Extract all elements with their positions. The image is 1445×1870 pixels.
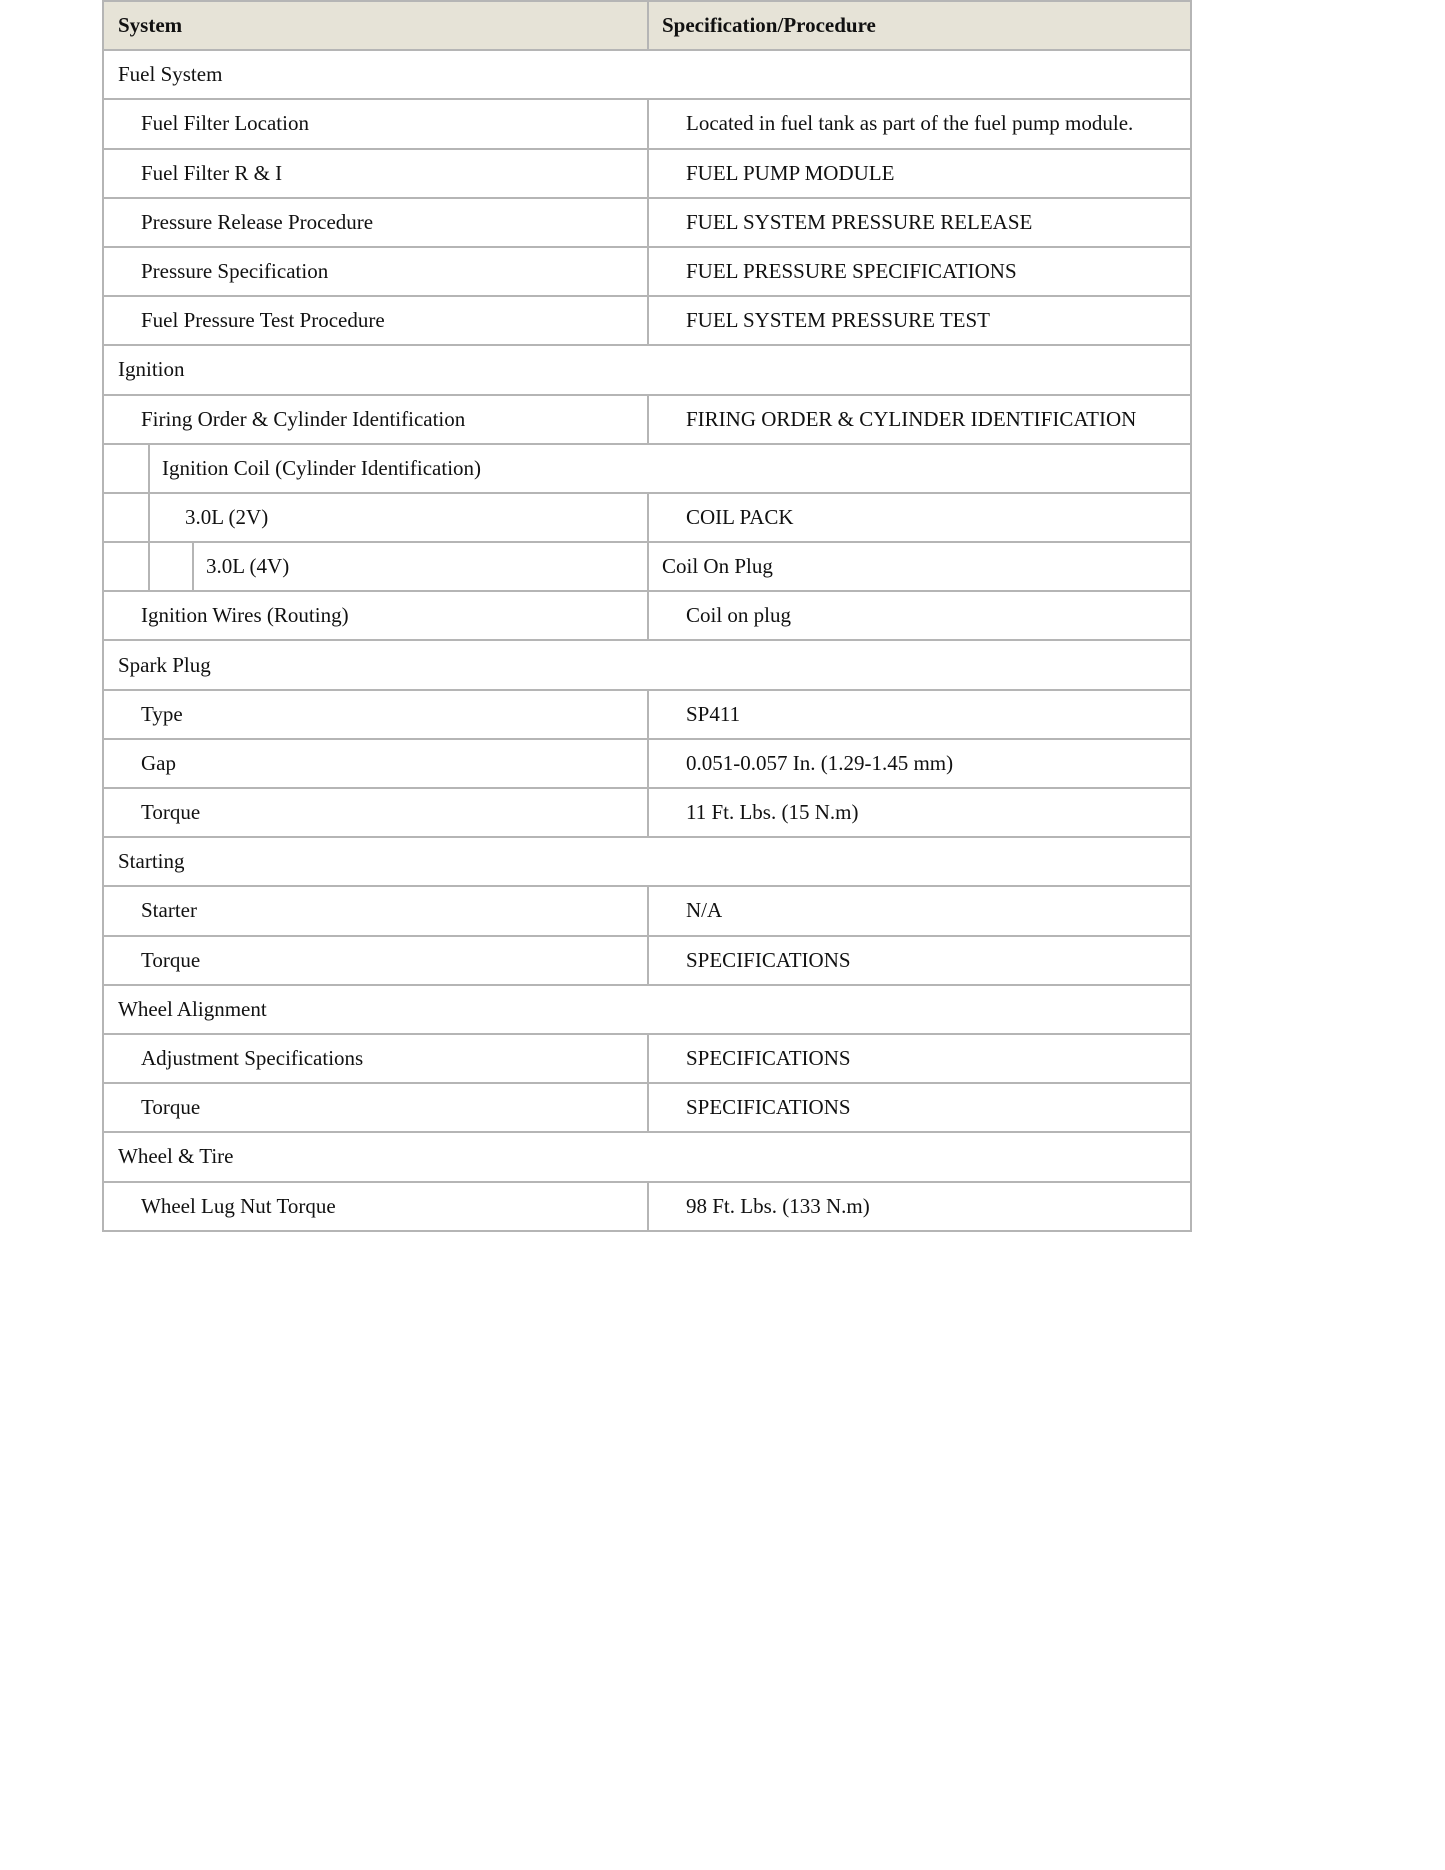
header-system: System	[118, 13, 183, 38]
row-value: Coil On Plug	[647, 543, 1190, 590]
section-row-starting	[104, 838, 1190, 887]
table-row	[104, 691, 1190, 740]
table-header-row	[104, 2, 1190, 51]
row-label: 3.0L (4V)	[206, 554, 290, 579]
section-title: Fuel System	[118, 62, 223, 87]
table-row	[104, 1035, 1190, 1084]
table-row	[104, 297, 1190, 346]
table-row	[104, 592, 1190, 641]
table-row	[104, 1183, 1190, 1232]
row-value: N/A	[647, 887, 1190, 934]
section-row-spark-plug	[104, 641, 1190, 690]
row-label: Gap	[141, 750, 176, 775]
section-row-ignition	[104, 346, 1190, 395]
row-value: COIL PACK	[647, 494, 1190, 541]
row-label: Wheel Lug Nut Torque	[141, 1193, 336, 1218]
table-row	[104, 543, 1190, 592]
section-title: Wheel Alignment	[118, 996, 267, 1021]
row-label: Adjustment Specifications	[141, 1046, 364, 1071]
row-value: 98 Ft. Lbs. (133 N.m)	[647, 1183, 1190, 1230]
row-value: Located in fuel tank as part of the fuel pump module.	[647, 100, 1190, 147]
header-spec: Specification/Procedure	[647, 2, 1190, 49]
row-label: Ignition Wires (Routing)	[141, 603, 349, 628]
row-value: 0.051-0.057 In. (1.29-1.45 mm)	[647, 740, 1190, 787]
section-title: Ignition	[118, 357, 185, 382]
table-row	[104, 740, 1190, 789]
table-row	[104, 1084, 1190, 1133]
row-value: SPECIFICATIONS	[647, 937, 1190, 984]
subsection-row-ignition-coil	[104, 445, 1190, 494]
table-row	[104, 789, 1190, 838]
table-row	[104, 494, 1190, 543]
row-value: 11 Ft. Lbs. (15 N.m)	[647, 789, 1190, 836]
row-label: Fuel Pressure Test Procedure	[141, 308, 385, 333]
row-label: Fuel Filter Location	[141, 111, 309, 136]
row-label: Torque	[141, 947, 201, 972]
section-row-wheel-alignment	[104, 986, 1190, 1035]
row-value: SPECIFICATIONS	[647, 1035, 1190, 1082]
row-label: 3.0L (2V)	[185, 504, 269, 529]
table-row	[104, 887, 1190, 936]
row-label: Torque	[141, 1095, 201, 1120]
section-title: Starting	[118, 849, 185, 874]
row-value: SP411	[647, 691, 1190, 738]
row-label: Pressure Release Procedure	[141, 209, 374, 234]
row-value: FIRING ORDER & CYLINDER IDENTIFICATION	[647, 396, 1190, 443]
table-row	[104, 937, 1190, 986]
row-label: Firing Order & Cylinder Identification	[141, 406, 466, 431]
row-value: FUEL SYSTEM PRESSURE RELEASE	[647, 199, 1190, 246]
row-value: FUEL PRESSURE SPECIFICATIONS	[647, 248, 1190, 295]
section-row-wheel-tire	[104, 1133, 1190, 1182]
subsection-title: Ignition Coil (Cylinder Identification)	[162, 455, 482, 480]
spec-table	[102, 0, 1192, 1232]
section-row-fuel-system	[104, 51, 1190, 100]
row-label: Torque	[141, 800, 201, 825]
table-row	[104, 396, 1190, 445]
section-title: Spark Plug	[118, 652, 211, 677]
row-value: Coil on plug	[647, 592, 1190, 639]
row-label: Fuel Filter R & I	[141, 160, 283, 185]
table-row	[104, 199, 1190, 248]
table-row	[104, 150, 1190, 199]
section-title: Wheel & Tire	[118, 1144, 234, 1169]
row-label: Type	[141, 701, 183, 726]
table-row	[104, 100, 1190, 149]
row-label: Starter	[141, 898, 197, 923]
row-label: Pressure Specification	[141, 259, 329, 284]
row-value: FUEL SYSTEM PRESSURE TEST	[647, 297, 1190, 344]
row-value: FUEL PUMP MODULE	[647, 150, 1190, 197]
table-row	[104, 248, 1190, 297]
row-value: SPECIFICATIONS	[647, 1084, 1190, 1131]
